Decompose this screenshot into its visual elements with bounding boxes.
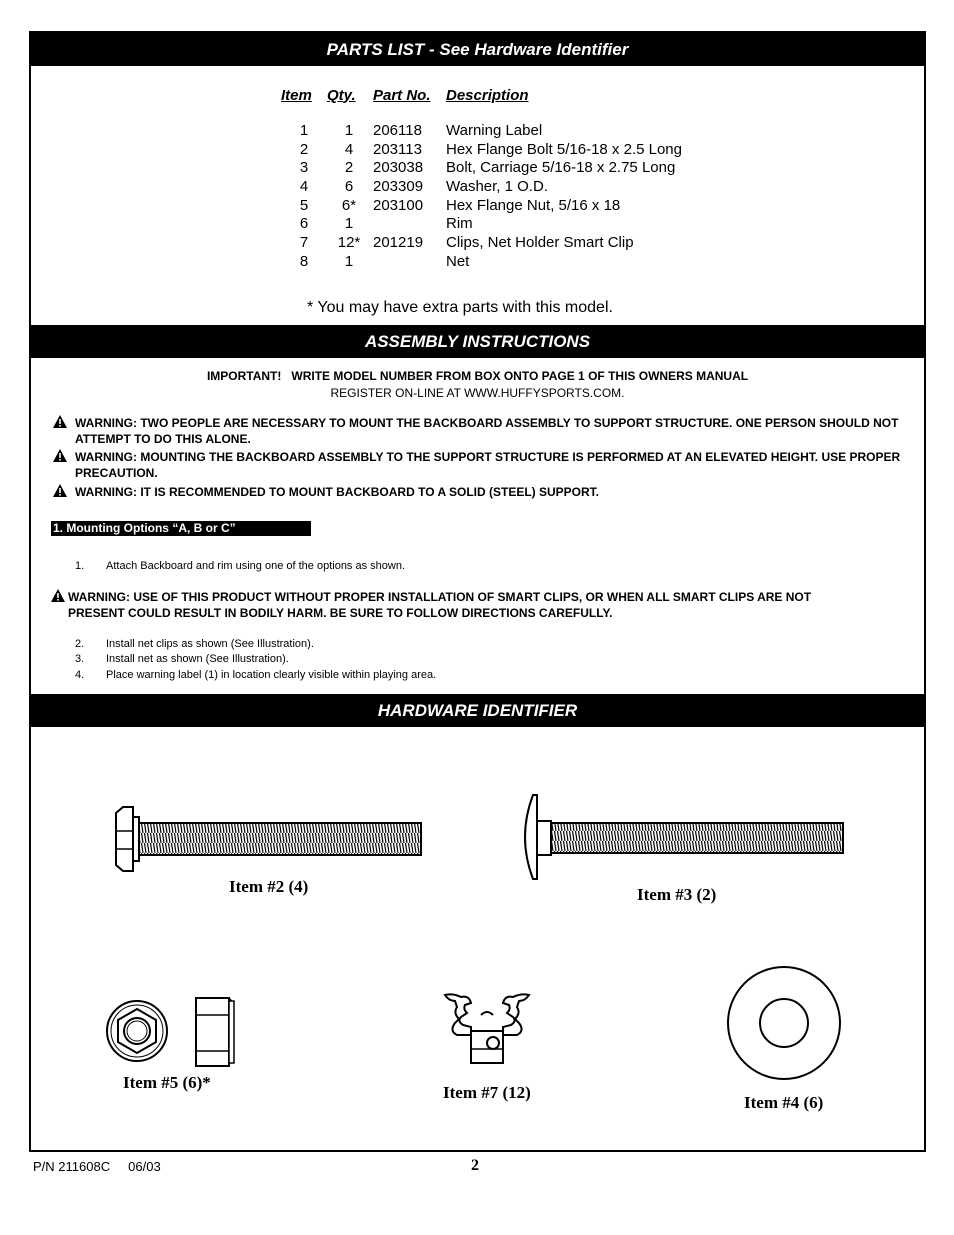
qty-cell: 1: [344, 252, 354, 270]
warning-text: WARNING: IT IS RECOMMENDED TO MOUNT BACKBOARD TO A SOLID (STEEL) SUPPORT.: [75, 485, 600, 499]
washer-image: [725, 965, 843, 1081]
item-2-label: Item #2 (4): [229, 877, 309, 896]
parts-table-row: [281, 141, 682, 160]
instruction-step-1: [75, 560, 405, 572]
hex-flange-nut-image: [103, 993, 238, 1071]
step-text: Install net clips as shown (See Illustration).: [106, 638, 314, 650]
parts-table-header-row: [281, 85, 682, 105]
important-text: WRITE MODEL NUMBER FROM BOX ONTO PAGE 1 OF THIS OWNERS MANUAL: [291, 369, 749, 383]
col-description: Description: [446, 86, 529, 104]
item-cell: 7: [299, 234, 309, 252]
step-text: Install net as shown (See Illustration).: [106, 653, 289, 665]
part-no-cell: 203100: [373, 196, 424, 214]
item-cell: 2: [299, 140, 309, 158]
description-cell: Net: [446, 252, 470, 270]
item-3-label: Item #3 (2): [637, 885, 717, 904]
part-no-cell: [371, 253, 446, 272]
parts-table-row: [281, 159, 682, 178]
warning-text: WARNING: TWO PEOPLE ARE NECESSARY TO MOUNT THE BACKBOARD ASSEMBLY TO SUPPORT STRUCTURE. ONE PERSON SHOULD NOT ATTEMPT TO DO THIS ALONE.: [75, 416, 899, 446]
step-number: 3.: [75, 653, 85, 665]
hardware-header: HARDWARE IDENTIFIER: [31, 694, 924, 727]
parts-table-row: [281, 215, 682, 234]
instruction-step-4: [75, 669, 436, 681]
warning-triangle-icon: [53, 449, 67, 462]
part-no-cell: 201219: [373, 234, 424, 252]
extra-parts-note: * You may have extra parts with this model.: [307, 299, 613, 316]
warning-text: WARNING: USE OF THIS PRODUCT WITHOUT PROPER INSTALLATION OF SMART CLIPS, OR WHEN ALL SMART CLIPS ARE NOT PRESENT COULD RESULT IN BODILY HARM. BE SURE TO FOLLOW DIRECTIONS CAREFULLY.: [68, 590, 812, 620]
parts-table-row: [281, 178, 682, 197]
item-7-label: Item #7 (12): [443, 1083, 531, 1102]
instruction-step-2: [75, 638, 314, 650]
warning-elevated-height: [53, 449, 913, 481]
description-cell: Rim: [446, 215, 473, 233]
step-title: 1. Mounting Options “A, B or C”: [51, 521, 311, 536]
page-frame: [29, 31, 926, 1152]
parts-list-header: PARTS LIST - See Hardware Identifier: [31, 33, 924, 66]
qty-cell: 12*: [337, 234, 361, 252]
parts-table-row: [281, 197, 682, 216]
qty-cell: 2: [344, 159, 354, 177]
step-text: Attach Backboard and rim using one of the options as shown.: [106, 560, 406, 572]
carriage-bolt-image: [515, 791, 847, 883]
item-cell: 3: [299, 159, 309, 177]
part-no-cell: 203038: [373, 159, 424, 177]
description-cell: Hex Flange Bolt 5/16-18 x 2.5 Long: [446, 140, 682, 158]
footer-part-number: P/N 211608C 06/03: [33, 1159, 161, 1174]
warning-smart-clips: [51, 589, 911, 621]
important-label: IMPORTANT!: [206, 369, 282, 383]
step-number: 2.: [75, 638, 85, 650]
page-number: 2: [471, 1157, 479, 1174]
warning-triangle-icon: [53, 415, 67, 428]
part-no-cell: 206118: [373, 122, 422, 139]
part-no-cell: 203113: [373, 140, 422, 158]
step-number: 1.: [75, 560, 85, 572]
parts-list-table: [281, 85, 682, 272]
parts-table-row: [281, 234, 682, 253]
part-no-cell: [371, 215, 446, 234]
item-cell: 4: [299, 178, 309, 196]
warning-two-people: [53, 415, 913, 447]
description-cell: Clips, Net Holder Smart Clip: [446, 234, 634, 252]
qty-cell: 1: [344, 122, 354, 139]
hex-flange-bolt-image: [111, 803, 426, 875]
col-qty: Qty.: [327, 86, 356, 104]
description-cell: Hex Flange Nut, 5/16 x 18: [446, 196, 621, 214]
qty-cell: 6: [344, 178, 354, 196]
description-cell: Warning Label: [446, 122, 543, 139]
warning-triangle-icon: [53, 484, 67, 497]
qty-cell: 1: [344, 215, 354, 233]
item-4-label: Item #4 (6): [744, 1093, 824, 1112]
qty-cell: 6*: [341, 196, 357, 214]
item-cell: 8: [299, 252, 309, 270]
warning-text: WARNING: MOUNTING THE BACKBOARD ASSEMBLY TO THE SUPPORT STRUCTURE IS PERFORMED AT AN ELEVATED HEIGHT. USE PROPER PRECAUTION.: [75, 450, 901, 480]
warning-triangle-icon: [51, 589, 65, 602]
instruction-step-3: [75, 653, 289, 665]
step-text: Place warning label (1) in location clearly visible within playing area.: [106, 669, 437, 681]
warning-solid-support: [53, 484, 913, 500]
register-text: REGISTER ON-LINE AT WWW.HUFFYSPORTS.COM.: [330, 386, 625, 400]
description-cell: Washer, 1 O.D.: [446, 178, 548, 196]
item-cell: 6: [299, 215, 309, 233]
item-5-label: Item #5 (6)*: [123, 1073, 211, 1092]
parts-table-row: [281, 122, 682, 141]
step-number: 4.: [75, 669, 85, 681]
part-no-cell: 203309: [373, 178, 424, 196]
qty-cell: 4: [344, 140, 354, 158]
smart-clip-image: [441, 991, 533, 1069]
description-cell: Bolt, Carriage 5/16-18 x 2.75 Long: [446, 159, 676, 177]
col-part-no: Part No.: [373, 86, 431, 104]
col-item: Item: [281, 86, 312, 104]
assembly-header: ASSEMBLY INSTRUCTIONS: [31, 325, 924, 358]
item-cell: 5: [299, 196, 309, 214]
parts-table-row: [281, 253, 682, 272]
item-cell: 1: [299, 122, 309, 139]
important-notice: [31, 369, 924, 400]
